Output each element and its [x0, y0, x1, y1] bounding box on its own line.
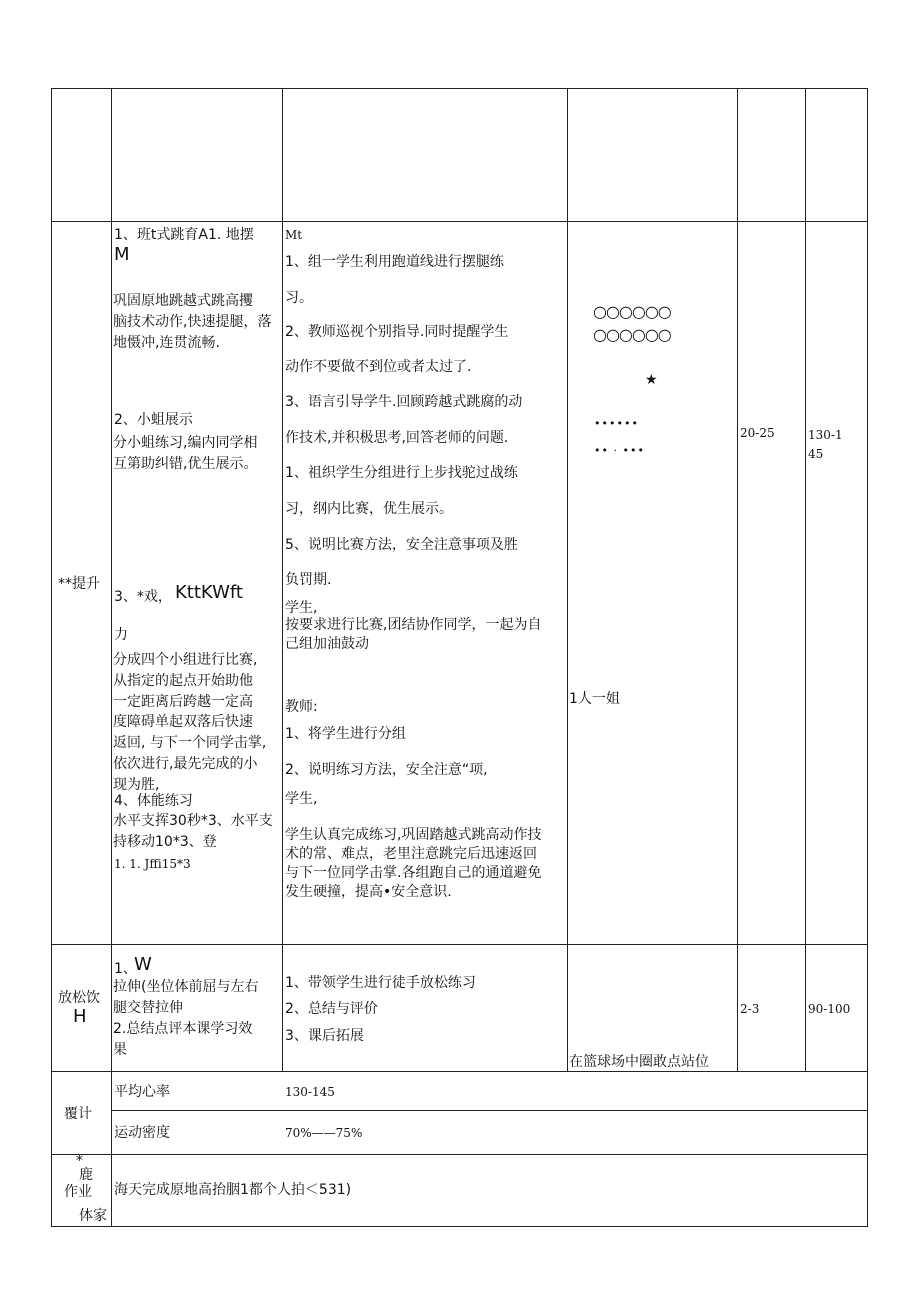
formation-row-2: ○○○○○○ — [593, 325, 671, 344]
heart-rate-line-1: 130-1 — [808, 428, 843, 442]
method-line-9: 5、说明比赛方法，安全注意事项及胜 — [285, 537, 518, 553]
method-line-5: 3、语言引导学牛.回顾跨越式跳腐的动 — [285, 394, 523, 410]
relax-method-2: 2、总结与评价 — [285, 1001, 378, 1017]
homework-label: * 鹿 作业 体家 — [64, 1153, 107, 1224]
time-value: 20-25 — [740, 426, 775, 440]
method-line-8: 习，纲内比赛，优生展示。 — [285, 501, 453, 517]
section-label-relax: 放松饮 — [58, 990, 100, 1006]
content-item-1-heading: 1、班t式跳育A1. 地摆 — [114, 227, 254, 243]
content-item-4-heading: 4、体能练习 — [114, 793, 193, 809]
formation-dots-2: •• · ••• — [594, 444, 645, 457]
section-label-relax-cont: H — [73, 1006, 87, 1027]
relax-heading-latin: W — [134, 954, 152, 975]
teacher-line-3: 学生, — [285, 791, 318, 807]
student-label: 学生, — [285, 600, 318, 616]
formation-row-1: ○○○○○○ — [593, 302, 671, 321]
method-line-7: 1、祖织学生分组进行上步找驼过战练 — [285, 465, 518, 481]
teacher-label: 教师: — [285, 699, 318, 715]
formation-dots-1: •••••• — [594, 417, 639, 430]
summary-row-name: 平均心率 — [114, 1084, 170, 1100]
relax-heading: 1、 — [114, 961, 137, 977]
method-line-3: 2、教师巡视个别指导.同时提醒学生 — [285, 324, 509, 340]
method-line-1: 1、组一学生利用跑道线进行摆腿练 — [285, 254, 504, 270]
relax-heart-rate: 90-100 — [808, 1002, 851, 1016]
teacher-star-icon: ★ — [645, 372, 658, 388]
section-label-improve: **提升 — [58, 576, 100, 592]
content-item-1-heading-cont: M — [114, 244, 130, 265]
relax-desc: 拉伸(坐位体前屈与左右 腿交替拉伸 2.总结点评本课学习效 果 — [113, 979, 259, 1058]
content-item-1-desc: 巩固原地跳越式跳高攫 脑技术动作,快速提腿，落 地慑冲,连贯流畅. — [113, 293, 272, 351]
student-text-2: 学生认真完成练习,巩固踏越式跳高动作技 术的常、难点，老里注意跳完后迅速返回 与下一位同学击掌.各组跑自己的通道避免 发生硬撞，提高•安全意识. — [285, 827, 542, 900]
teacher-line-1: 1、将学生进行分组 — [285, 726, 406, 742]
homework-text: 海天完成原地高抬胭1都个人拍＜531) — [114, 1182, 352, 1198]
relax-method-1: 1、带领学生进行徒手放松练习 — [285, 975, 476, 991]
methods-mt: Mt — [285, 228, 303, 242]
summary-label: 覆计 — [64, 1106, 92, 1122]
content-item-4-desc: 水平支挥30秒*3、水平支 持移动10*3、登 — [113, 813, 273, 850]
content-item-3-heading: 3、*戏， — [114, 589, 172, 605]
summary-row-name: 运动密度 — [114, 1125, 170, 1141]
content-item-3-heading-cont: 力 — [114, 627, 128, 643]
relax-formation: 在篮球场中圈敢点站位 — [569, 1054, 709, 1070]
content-item-3-heading-latin: KttKWft — [175, 582, 243, 603]
relax-method-3: 3、课后拓展 — [285, 1028, 364, 1044]
method-line-2: 习。 — [285, 290, 313, 306]
formation-group: 1人一姐 — [569, 691, 620, 707]
content-item-4-serif: 1. 1. Jffi15*3 — [114, 857, 191, 871]
content-item-2-heading: 2、小蛆展示 — [114, 412, 193, 428]
method-line-10: 负罚期. — [285, 572, 332, 588]
content-item-2-desc: 分小蛆练习,编内同学相 互第助纠错,优生展示。 — [113, 435, 258, 472]
summary-row-value: 130-145 — [285, 1085, 335, 1099]
student-text: 按要求进行比赛,团结协作同学，一起为自 己组加油鼓动 — [285, 617, 542, 652]
method-line-4: 动作不要做不到位或者太过了. — [285, 359, 472, 375]
content-item-3-desc: 分成四个小组进行比赛, 从指定的起点开始助他 一定距离后跨越一定高 度障碍单起双落后快速 返回, 与下一个同学击掌, 依次进行,最先完成的小 现为胜, — [113, 652, 267, 793]
summary-row-value: 70%——75% — [285, 1126, 363, 1140]
relax-time: 2-3 — [740, 1002, 760, 1016]
method-line-6: 作技术,并积极思考,回答老师的问题. — [285, 430, 509, 446]
teacher-line-2: 2、说明练习方法，安全注意“项, — [285, 762, 488, 778]
heart-rate-line-2: 45 — [808, 447, 824, 461]
